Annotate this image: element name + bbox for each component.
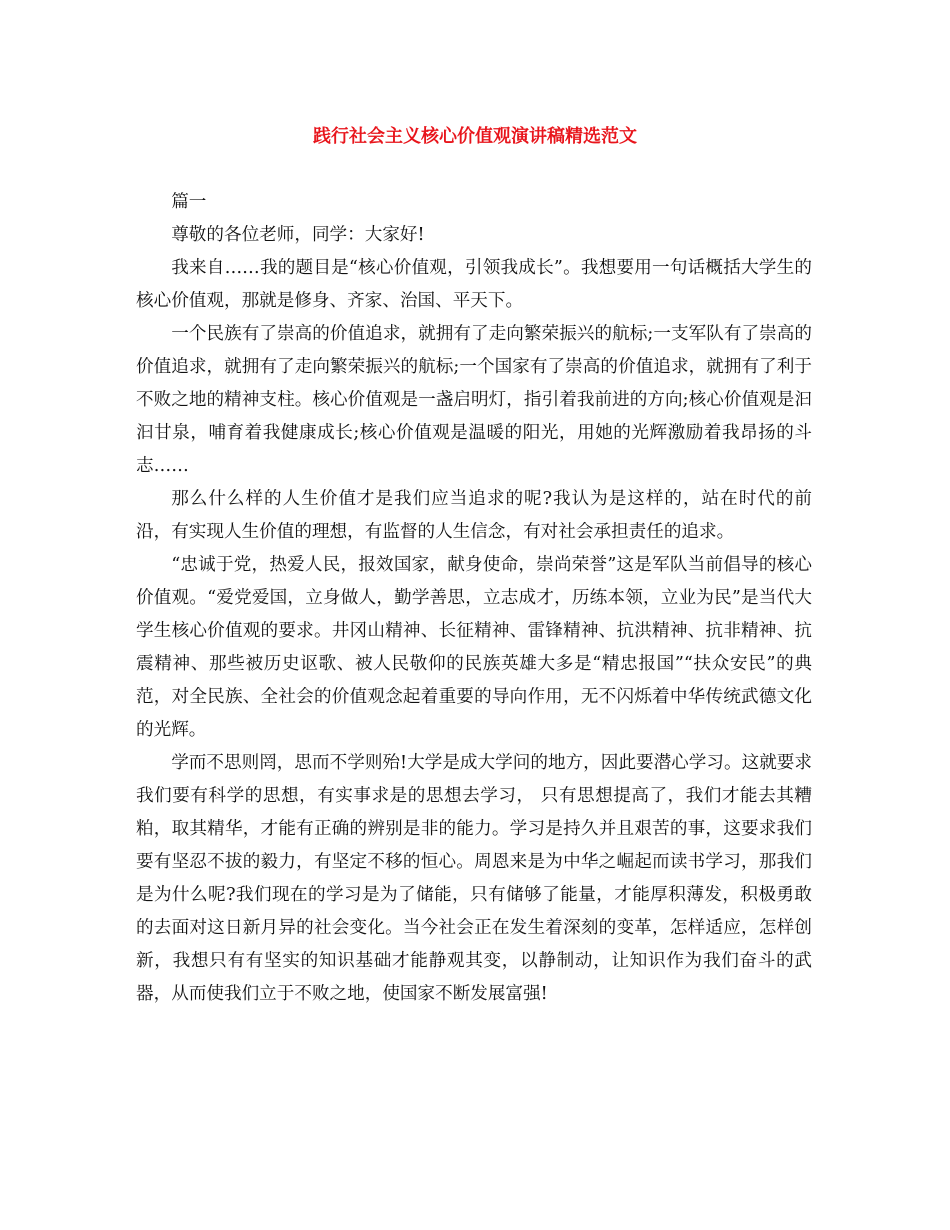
body-paragraph: 一个民族有了崇高的价值追求，就拥有了走向繁荣振兴的航标;一支军队有了崇高的价值追求，就拥有了走向繁荣振兴的航标;一个国家有了崇高的价值追求，就拥有了利于不败之地的精神支柱。核心价值观是一盏启明灯，指引着我前进的方向;核心价值观是汩汩甘泉，哺育着我健康成长;核心价值观是温暖的阳光，用她的光辉激励着我昂扬的斗志…… (136, 324, 812, 476)
body-paragraph: 那么什么样的人生价值才是我们应当追求的呢?我认为是这样的，站在时代的前沿，有实现人生价值的理想，有监督的人生信念，有对社会承担责任的追求。 (136, 489, 812, 542)
greeting-paragraph: 尊敬的各位老师，同学：大家好! (171, 225, 425, 245)
section-heading: 篇一 (171, 192, 207, 212)
body-paragraph: 我来自……我的题目是“核心价值观，引领我成长”。我想要用一句话概括大学生的核心价值观，那就是修身、齐家、治国、平天下。 (136, 258, 812, 311)
document-title: 践行社会主义核心价值观演讲稿精选范文 (313, 126, 637, 147)
body-paragraph: 学而不思则罔，思而不学则殆!大学是成大学问的地方，因此要潜心学习。这就要求我们要有科学的思想，有实事求是的思想去学习， 只有思想提高了，我们才能去其糟粕，取其精华，才能有正确的辨别是非的能力。学习是持久并且艰苦的事，这要求我们要有坚忍不拔的毅力，有坚定不移的恒心。周恩来是为中华之崛起而读书学习，那我们是为什么呢?我们现在的学习是为了储能，只有储够了能量，才能厚积薄发，积极勇敢的去面对这日新月异的社会变化。当今社会正在发生着深刻的变革，怎样适应，怎样创新，我想只有有坚实的知识基础才能静观其变，以静制动，让知识作为我们奋斗的武器，从而使我们立于不败之地，使国家不断发展富强! (136, 753, 812, 1004)
document-body (136, 186, 812, 1011)
body-paragraph: “忠诚于党，热爱人民，报效国家，献身使命，崇尚荣誉”这是军队当前倡导的核心价值观。“爱党爱国，立身做人，勤学善思，立志成才，历练本领，立业为民”是当代大学生核心价值观的要求。井冈山精神、长征精神、雷锋精神、抗洪精神、抗非精神、抗震精神、那些被历史讴歌、被人民敬仰的民族英雄大多是“精忠报国”“扶众安民”的典范，对全民族、全社会的价值观念起着重要的导向作用，无不闪烁着中华传统武德文化的光辉。 (136, 555, 812, 740)
